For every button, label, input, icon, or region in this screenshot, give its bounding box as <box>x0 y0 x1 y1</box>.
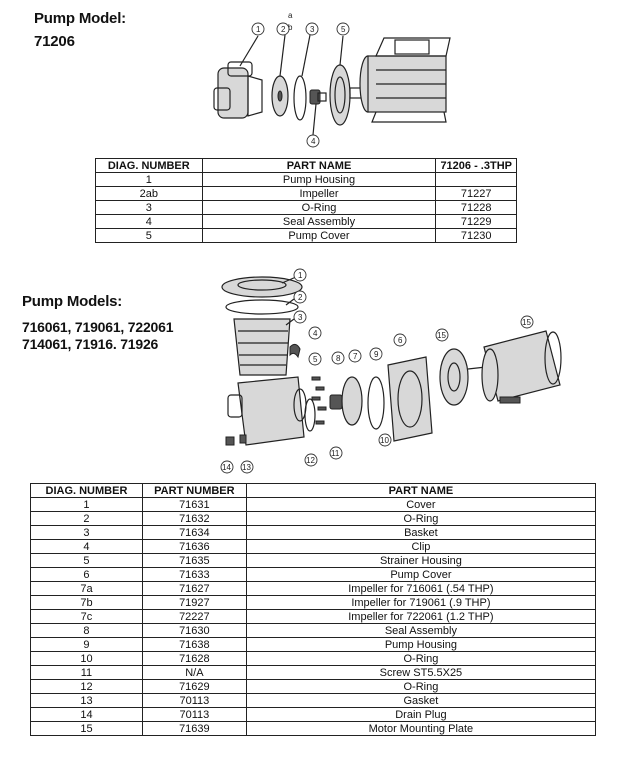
table-row <box>31 638 596 652</box>
cell-diag-number: 4 <box>31 540 143 554</box>
table-row <box>31 498 596 512</box>
callout-s2-1: 1 <box>298 271 303 280</box>
table-row <box>31 722 596 736</box>
callout-2a: a <box>288 11 293 20</box>
cell-diag-number: 11 <box>31 666 143 680</box>
cell-diag-number: 7c <box>31 610 143 624</box>
clip-drawing <box>290 344 300 357</box>
cell-part-number: 71636 <box>142 540 246 554</box>
cell-part-number: 71230 <box>436 229 517 243</box>
cell-part-number: 71927 <box>142 596 246 610</box>
cell-part-number: 71631 <box>142 498 246 512</box>
table-row <box>96 229 517 243</box>
cell-part-number: 71635 <box>142 554 246 568</box>
table-row <box>31 652 596 666</box>
table-row <box>31 526 596 540</box>
callout-s2-6: 6 <box>398 336 403 345</box>
callout-2b: b <box>288 23 293 32</box>
screws-drawing <box>312 377 326 424</box>
callout-1: 1 <box>256 25 261 34</box>
section2-models-line1: 716061, 719061, 722061 <box>22 319 174 335</box>
cell-diag-number: 2 <box>31 512 143 526</box>
cell-part-name: Impeller for 719061 (.9 THP) <box>246 596 595 610</box>
seal-drawing <box>330 395 342 409</box>
callout-s2-2: 2 <box>298 293 303 302</box>
motor-mounting-plate-drawing <box>440 349 468 405</box>
cell-part-name: Motor Mounting Plate <box>246 722 595 736</box>
cell-diag-number: 5 <box>96 229 203 243</box>
callout-s2-5: 5 <box>313 355 318 364</box>
cell-diag-number: 2ab <box>96 187 203 201</box>
gasket-drawing <box>240 435 246 443</box>
section2-models-line2: 714061, 71916. 71926 <box>22 336 159 352</box>
callout-s2-15: 15 <box>437 331 446 340</box>
cell-diag-number: 9 <box>31 638 143 652</box>
cell-part-name: Seal Assembly <box>202 215 436 229</box>
cell-part-number: 71228 <box>436 201 517 215</box>
callout-s2-10: 10 <box>380 436 389 445</box>
callout-3: 3 <box>310 25 315 34</box>
pump-diagram-716061 <box>200 265 580 477</box>
cell-part-name: Strainer Housing <box>246 554 595 568</box>
callout-5: 5 <box>341 25 346 34</box>
table-row <box>96 215 517 229</box>
cell-part-number: 70113 <box>142 708 246 722</box>
cell-diag-number: 6 <box>31 568 143 582</box>
cell-part-name: O-Ring <box>246 652 595 666</box>
callout-4: 4 <box>311 137 316 146</box>
table-row <box>31 512 596 526</box>
cell-diag-number: 3 <box>96 201 203 215</box>
header-part-number: PART NUMBER <box>142 484 246 498</box>
pump-cover-drawing <box>330 65 350 125</box>
callout-s2-12: 12 <box>306 456 315 465</box>
table-row <box>31 610 596 624</box>
cell-part-number: 71627 <box>142 582 246 596</box>
cell-part-name: Seal Assembly <box>246 624 595 638</box>
callout-s2-13: 13 <box>242 463 251 472</box>
table-row <box>31 582 596 596</box>
cell-part-number: 71632 <box>142 512 246 526</box>
cell-part-number: 71628 <box>142 652 246 666</box>
o-ring-top-drawing <box>226 300 298 314</box>
cell-part-name: Impeller for 716061 (.54 THP) <box>246 582 595 596</box>
o-ring-10-drawing <box>368 377 384 429</box>
cell-diag-number: 10 <box>31 652 143 666</box>
callout-s2-15-motor: 15 <box>522 318 531 327</box>
seal-assembly-drawing <box>310 90 326 104</box>
cell-part-number: 71630 <box>142 624 246 638</box>
cell-part-name: Pump Cover <box>202 229 436 243</box>
cell-part-number: 71634 <box>142 526 246 540</box>
table-row <box>31 568 596 582</box>
table-row <box>31 708 596 722</box>
cell-part-name: Pump Cover <box>246 568 595 582</box>
cell-part-number: 71229 <box>436 215 517 229</box>
table-row <box>96 187 517 201</box>
pump-housing-drawing <box>214 62 262 118</box>
cell-part-number: N/A <box>142 666 246 680</box>
cell-part-name: Pump Housing <box>246 638 595 652</box>
cell-part-number: 71227 <box>436 187 517 201</box>
table-row <box>31 694 596 708</box>
callout-s2-14: 14 <box>222 463 231 472</box>
cell-diag-number: 15 <box>31 722 143 736</box>
cell-part-name: Pump Housing <box>202 173 436 187</box>
cell-part-name: Impeller for 722061 (1.2 THP) <box>246 610 595 624</box>
parts-table-71206 <box>95 158 517 243</box>
cell-part-number: 71639 <box>142 722 246 736</box>
section1-model: 71206 <box>34 33 75 50</box>
cell-diag-number: 5 <box>31 554 143 568</box>
impeller-drawing <box>272 76 288 116</box>
header-part-name: PART NAME <box>202 159 436 173</box>
cell-part-name: Clip <box>246 540 595 554</box>
header-diag-number: DIAG. NUMBER <box>31 484 143 498</box>
callout-s2-4: 4 <box>313 329 318 338</box>
callout-s2-9: 9 <box>374 350 379 359</box>
cell-part-name: Basket <box>246 526 595 540</box>
cell-part-name: O-Ring <box>246 512 595 526</box>
cell-diag-number: 7a <box>31 582 143 596</box>
cell-part-name: Cover <box>246 498 595 512</box>
motor-drawing <box>350 38 450 122</box>
callout-2: 2 <box>281 25 286 34</box>
cell-part-name: Screw ST5.5X25 <box>246 666 595 680</box>
o-ring-12-drawing <box>305 399 315 431</box>
cell-diag-number: 14 <box>31 708 143 722</box>
cell-diag-number: 4 <box>96 215 203 229</box>
cell-diag-number: 12 <box>31 680 143 694</box>
cell-part-number <box>436 173 517 187</box>
cell-part-number: 71633 <box>142 568 246 582</box>
table-row <box>31 554 596 568</box>
cell-diag-number: 3 <box>31 526 143 540</box>
table-row <box>96 201 517 215</box>
pump-housing-9-drawing <box>388 357 432 441</box>
motor-drawing-2 <box>468 331 561 403</box>
cell-diag-number: 7b <box>31 596 143 610</box>
basket-drawing <box>234 319 290 375</box>
cell-diag-number: 1 <box>31 498 143 512</box>
cell-diag-number: 1 <box>96 173 203 187</box>
header-part-name: PART NAME <box>246 484 595 498</box>
cell-part-number: 71638 <box>142 638 246 652</box>
table-row <box>31 666 596 680</box>
callout-s2-11: 11 <box>331 449 340 458</box>
section1-heading: Pump Model: <box>34 10 126 27</box>
cell-diag-number: 13 <box>31 694 143 708</box>
callout-s2-8: 8 <box>336 354 341 363</box>
impeller-7-drawing <box>342 377 362 425</box>
table-header-row <box>96 159 517 173</box>
o-ring-drawing <box>294 76 306 120</box>
table-row <box>96 173 517 187</box>
table-row <box>31 624 596 638</box>
table-row <box>31 680 596 694</box>
table-row <box>31 596 596 610</box>
cell-part-name: O-Ring <box>246 680 595 694</box>
table-header-row <box>31 484 596 498</box>
cell-part-name: Gasket <box>246 694 595 708</box>
pump-diagram-71206 <box>200 10 480 150</box>
callout-s2-3: 3 <box>298 313 303 322</box>
table-row <box>31 540 596 554</box>
callout-s2-7: 7 <box>353 352 358 361</box>
section2-heading: Pump Models: <box>22 293 123 310</box>
cell-part-name: O-Ring <box>202 201 436 215</box>
cell-part-name: Impeller <box>202 187 436 201</box>
cell-part-number: 72227 <box>142 610 246 624</box>
cell-part-name: Drain Plug <box>246 708 595 722</box>
parts-table-716061 <box>30 483 596 736</box>
cell-part-number: 71629 <box>142 680 246 694</box>
drain-plug-drawing <box>226 437 234 445</box>
cell-diag-number: 8 <box>31 624 143 638</box>
cell-part-number: 70113 <box>142 694 246 708</box>
header-model-71206: 71206 - .3THP <box>436 159 517 173</box>
header-diag-number: DIAG. NUMBER <box>96 159 203 173</box>
